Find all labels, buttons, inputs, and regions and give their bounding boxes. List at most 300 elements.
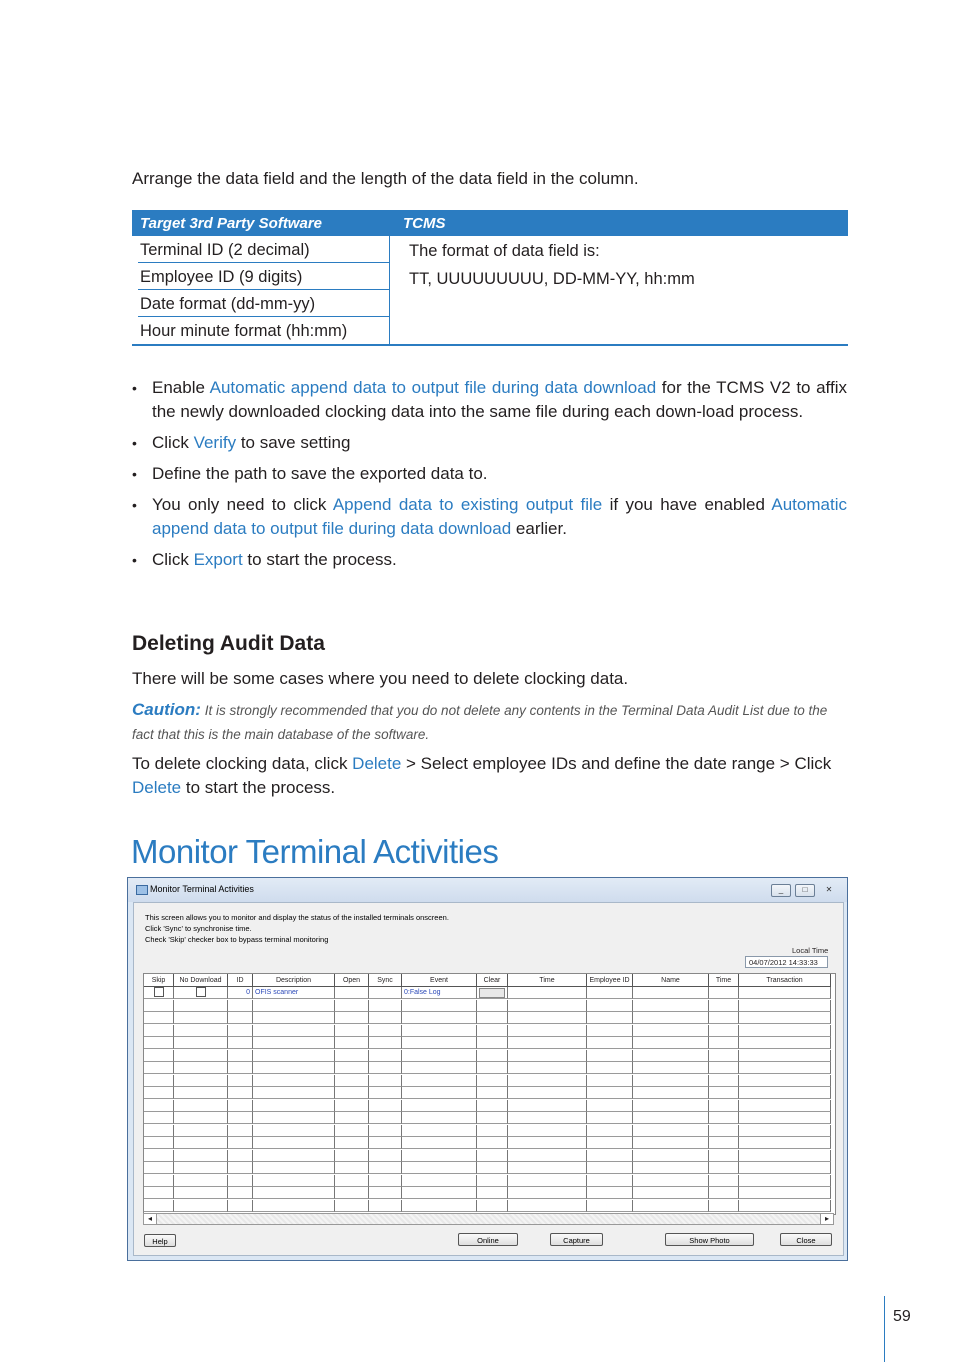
- table-cell: [228, 1087, 253, 1099]
- table-row[interactable]: [144, 1100, 831, 1112]
- no-download-checkbox[interactable]: [196, 987, 206, 997]
- table-cell: [508, 1137, 587, 1149]
- table-cell: [335, 1125, 369, 1137]
- table-cell: [739, 1000, 831, 1012]
- table-cell: [253, 1087, 335, 1099]
- append-existing-link[interactable]: Append data to existing output file: [332, 495, 603, 514]
- table-cell[interactable]: [144, 1187, 174, 1199]
- table-cell[interactable]: [477, 1150, 508, 1162]
- table-cell: OFIS scanner: [253, 987, 335, 999]
- spec-row-employee-id: Employee ID (9 digits): [138, 263, 389, 290]
- table-cell[interactable]: [174, 1087, 228, 1099]
- table-cell: [402, 1025, 477, 1037]
- table-cell: [253, 1100, 335, 1112]
- table-cell: [709, 1137, 739, 1149]
- column-header[interactable]: ID: [228, 974, 253, 987]
- spec-row-terminal-id: Terminal ID (2 decimal): [138, 236, 389, 263]
- table-cell[interactable]: [477, 1200, 508, 1212]
- table-cell: [335, 1187, 369, 1199]
- table-cell: [633, 1012, 709, 1024]
- table-cell: [587, 1012, 633, 1024]
- column-header[interactable]: Description: [253, 974, 335, 987]
- table-cell: [739, 1050, 831, 1062]
- table-cell: [253, 1000, 335, 1012]
- column-header[interactable]: Employee ID: [587, 974, 633, 987]
- table-cell: [402, 1087, 477, 1099]
- table-cell: [709, 1100, 739, 1112]
- table-row[interactable]: [144, 1050, 831, 1062]
- local-time-field: 04/07/2012 14:33:33: [745, 956, 828, 968]
- list-item: • Define the path to save the exported data to.: [132, 462, 847, 486]
- list-item: • Click Export to start the process.: [132, 548, 847, 572]
- table-cell: [253, 1162, 335, 1174]
- table-cell[interactable]: [174, 1187, 228, 1199]
- table-cell: [587, 1025, 633, 1037]
- table-cell: [369, 1112, 402, 1124]
- table-cell: [402, 1000, 477, 1012]
- maximize-button[interactable]: □: [795, 884, 815, 897]
- table-cell: [402, 1175, 477, 1187]
- table-cell: [402, 1012, 477, 1024]
- table-cell[interactable]: [477, 1000, 508, 1012]
- table-cell: [633, 1087, 709, 1099]
- page-margin-rule: [884, 1296, 885, 1362]
- table-cell: [709, 1037, 739, 1049]
- table-cell[interactable]: [477, 1137, 508, 1149]
- table-cell: [253, 1137, 335, 1149]
- column-header[interactable]: Time: [709, 974, 739, 987]
- table-cell: [253, 1150, 335, 1162]
- table-cell: [402, 1150, 477, 1162]
- table-cell[interactable]: [174, 1037, 228, 1049]
- table-cell: [709, 1150, 739, 1162]
- table-row[interactable]: [144, 1125, 831, 1137]
- table-row[interactable]: [144, 1000, 831, 1012]
- table-cell[interactable]: [477, 987, 508, 999]
- table-cell: [709, 1125, 739, 1137]
- table-cell: [228, 1200, 253, 1212]
- table-cell[interactable]: [144, 1137, 174, 1149]
- column-header[interactable]: Clear: [477, 974, 508, 987]
- table-cell: [508, 1037, 587, 1049]
- table-cell: [633, 987, 709, 999]
- table-cell: [633, 1000, 709, 1012]
- table-cell: [402, 1200, 477, 1212]
- table-row[interactable]: [144, 987, 831, 999]
- table-cell: [587, 1000, 633, 1012]
- table-cell: [739, 1112, 831, 1124]
- scroll-right-icon[interactable]: ▸: [820, 1214, 833, 1224]
- table-cell[interactable]: [477, 1025, 508, 1037]
- table-cell: [228, 1162, 253, 1174]
- table-cell: [739, 1125, 831, 1137]
- table-row[interactable]: [144, 1025, 831, 1037]
- column-header[interactable]: Skip: [144, 974, 174, 987]
- table-cell: [709, 1200, 739, 1212]
- delete-link[interactable]: Delete: [352, 754, 402, 773]
- caution-note: Caution: It is strongly recommended that you do not delete any contents in the Terminal Data Audit List due to the fact that this is the main database of the software.: [132, 700, 828, 742]
- help-button[interactable]: Help: [144, 1234, 176, 1247]
- minimize-button[interactable]: _: [771, 884, 791, 897]
- table-cell[interactable]: [144, 1025, 174, 1037]
- table-cell: [228, 1137, 253, 1149]
- table-cell: [587, 1175, 633, 1187]
- table-cell: [633, 1112, 709, 1124]
- table-cell[interactable]: [174, 1150, 228, 1162]
- table-cell: [335, 1137, 369, 1149]
- table-cell: [253, 1187, 335, 1199]
- instruction-list: [132, 376, 847, 579]
- table-row[interactable]: [144, 1150, 831, 1162]
- skip-checkbox[interactable]: [154, 987, 164, 997]
- table-cell: [709, 987, 739, 999]
- table-cell: [369, 1012, 402, 1024]
- table-cell: [228, 1125, 253, 1137]
- table-cell: [402, 1075, 477, 1087]
- table-row[interactable]: [144, 1162, 831, 1174]
- table-cell[interactable]: [144, 1150, 174, 1162]
- table-cell: [587, 1137, 633, 1149]
- verify-link[interactable]: Verify: [193, 433, 237, 452]
- table-cell: [369, 1137, 402, 1149]
- table-cell: [335, 987, 369, 999]
- table-cell: [508, 1062, 587, 1074]
- horizontal-scrollbar[interactable]: [143, 1213, 834, 1225]
- table-cell: [335, 1100, 369, 1112]
- spec-header-right: TCMS: [403, 215, 446, 232]
- table-cell[interactable]: [174, 1012, 228, 1024]
- table-cell[interactable]: [144, 1050, 174, 1062]
- table-cell: [228, 1025, 253, 1037]
- table-cell[interactable]: [477, 1125, 508, 1137]
- column-header[interactable]: No Download: [174, 974, 228, 987]
- table-cell: [369, 1200, 402, 1212]
- table-cell: [508, 1050, 587, 1062]
- table-cell[interactable]: [174, 1137, 228, 1149]
- table-cell: [228, 1112, 253, 1124]
- table-cell: [369, 1062, 402, 1074]
- window-title: Monitor Terminal Activities: [150, 884, 254, 894]
- table-cell: [587, 1062, 633, 1074]
- table-cell: [508, 1125, 587, 1137]
- spec-format-label: The format of data field is:: [409, 242, 600, 260]
- column-header[interactable]: Event: [402, 974, 477, 987]
- table-cell: [228, 1000, 253, 1012]
- table-cell: [508, 1200, 587, 1212]
- table-cell: [335, 1062, 369, 1074]
- table-cell: [709, 1012, 739, 1024]
- table-cell: [369, 1087, 402, 1099]
- table-cell: [369, 1150, 402, 1162]
- close-button[interactable]: Close: [780, 1233, 832, 1246]
- table-cell: [335, 1050, 369, 1062]
- table-cell: [587, 1037, 633, 1049]
- column-header[interactable]: Sync: [369, 974, 402, 987]
- table-cell[interactable]: [144, 1075, 174, 1087]
- table-cell: [402, 1050, 477, 1062]
- monitor-window: [127, 877, 848, 1261]
- table-cell: [369, 1187, 402, 1199]
- table-cell: [709, 1162, 739, 1174]
- table-cell: [402, 1037, 477, 1049]
- table-cell: [587, 1075, 633, 1087]
- table-cell: [633, 1100, 709, 1112]
- table-cell: [335, 1012, 369, 1024]
- table-cell: [335, 1200, 369, 1212]
- table-cell: [335, 1087, 369, 1099]
- table-cell: [508, 1150, 587, 1162]
- table-row[interactable]: [144, 1200, 831, 1212]
- table-cell: [633, 1125, 709, 1137]
- table-cell: [508, 1025, 587, 1037]
- table-cell: [402, 1187, 477, 1199]
- table-cell: [739, 1012, 831, 1024]
- table-cell: [228, 1037, 253, 1049]
- table-row[interactable]: [144, 1075, 831, 1087]
- table-cell[interactable]: [144, 1112, 174, 1124]
- table-cell: [402, 1137, 477, 1149]
- window-titlebar[interactable]: [128, 878, 847, 902]
- table-cell: [402, 1062, 477, 1074]
- table-cell: [508, 1012, 587, 1024]
- table-cell: [253, 1025, 335, 1037]
- table-cell[interactable]: [477, 1012, 508, 1024]
- terminal-grid: [143, 973, 836, 1215]
- table-cell[interactable]: [174, 1075, 228, 1087]
- table-cell[interactable]: [477, 1087, 508, 1099]
- online-button[interactable]: Online: [458, 1233, 518, 1246]
- table-cell: 0:False Log: [402, 987, 477, 999]
- table-cell: [633, 1025, 709, 1037]
- table-row[interactable]: [144, 1062, 831, 1074]
- table-cell: [369, 1175, 402, 1187]
- column-header[interactable]: Time: [508, 974, 587, 987]
- table-cell: [335, 1037, 369, 1049]
- table-cell: [369, 1000, 402, 1012]
- table-cell: [253, 1050, 335, 1062]
- table-cell: [709, 1087, 739, 1099]
- table-cell: [587, 1050, 633, 1062]
- table-cell: [587, 1125, 633, 1137]
- table-cell: [508, 1162, 587, 1174]
- table-row[interactable]: [144, 1187, 831, 1199]
- table-cell: [228, 1062, 253, 1074]
- app-icon: [136, 885, 148, 895]
- table-cell: [633, 1037, 709, 1049]
- table-cell: [587, 1200, 633, 1212]
- table-row[interactable]: [144, 1112, 831, 1124]
- section-title: Monitor Terminal Activities: [131, 833, 499, 870]
- table-cell: [709, 1050, 739, 1062]
- local-time-label: Local Time: [792, 946, 829, 955]
- spec-row-hour-format: Hour minute format (hh:mm): [140, 322, 348, 340]
- window-instructions: This screen allows you to monitor and display the status of the installed terminals onscreen. Click 'Sync' to synchronise time. Check 'Skip' checker box to bypass terminal monitoring: [145, 913, 449, 944]
- table-cell: [335, 1175, 369, 1187]
- table-cell[interactable]: [144, 1012, 174, 1024]
- table-cell[interactable]: [144, 1037, 174, 1049]
- show-photo-button[interactable]: Show Photo: [665, 1233, 754, 1246]
- table-cell[interactable]: [174, 1162, 228, 1174]
- column-header[interactable]: Open: [335, 974, 369, 987]
- table-cell: [587, 1187, 633, 1199]
- table-cell: [739, 1200, 831, 1212]
- table-cell: [369, 1037, 402, 1049]
- spec-row-date-format: Date format (dd-mm-yy): [138, 290, 389, 317]
- table-cell: [402, 1112, 477, 1124]
- table-cell: [709, 1075, 739, 1087]
- table-cell: [508, 1087, 587, 1099]
- table-cell[interactable]: [144, 1100, 174, 1112]
- table-cell: [739, 1075, 831, 1087]
- table-cell: [587, 1087, 633, 1099]
- audit-paragraph: There will be some cases where you need to delete clocking data.: [132, 669, 629, 688]
- table-cell: [709, 1000, 739, 1012]
- table-cell[interactable]: [174, 1175, 228, 1187]
- table-cell: [335, 1162, 369, 1174]
- table-cell[interactable]: [477, 1187, 508, 1199]
- table-cell: [508, 1075, 587, 1087]
- audit-heading: Deleting Audit Data: [132, 632, 325, 655]
- table-cell: [228, 1050, 253, 1062]
- table-cell: [709, 1112, 739, 1124]
- table-cell: [739, 1062, 831, 1074]
- capture-button[interactable]: Capture: [550, 1233, 603, 1246]
- list-item: • You only need to click Append data to existing output file if you have enabled Automatic append data to output file during data download earlier.: [132, 493, 847, 541]
- table-row[interactable]: [144, 1012, 831, 1024]
- table-cell[interactable]: [477, 1162, 508, 1174]
- table-cell: [633, 1200, 709, 1212]
- table-cell[interactable]: [174, 1112, 228, 1124]
- table-cell: 0: [228, 987, 253, 999]
- table-cell: [709, 1025, 739, 1037]
- table-cell[interactable]: [174, 1050, 228, 1062]
- table-cell[interactable]: [477, 1175, 508, 1187]
- spec-table: [132, 210, 848, 346]
- table-cell[interactable]: [144, 987, 174, 999]
- table-cell: [709, 1062, 739, 1074]
- table-cell: [587, 1162, 633, 1174]
- column-header[interactable]: Transaction: [739, 974, 831, 987]
- table-cell: [369, 1162, 402, 1174]
- table-cell[interactable]: [144, 1000, 174, 1012]
- table-cell: [508, 1112, 587, 1124]
- table-row[interactable]: [144, 1137, 831, 1149]
- table-cell: [369, 1100, 402, 1112]
- table-cell: [508, 987, 587, 999]
- spec-table-header: [132, 210, 848, 236]
- table-cell: [739, 1162, 831, 1174]
- export-link[interactable]: Export: [193, 550, 243, 569]
- table-cell: [709, 1175, 739, 1187]
- table-cell: [709, 1187, 739, 1199]
- table-cell[interactable]: [144, 1200, 174, 1212]
- table-cell: [739, 1025, 831, 1037]
- table-cell: [369, 987, 402, 999]
- table-cell: [369, 1075, 402, 1087]
- table-cell: [335, 1000, 369, 1012]
- table-cell[interactable]: [477, 1112, 508, 1124]
- table-cell: [253, 1037, 335, 1049]
- page-number: 59: [893, 1308, 911, 1325]
- table-row[interactable]: [144, 1037, 831, 1049]
- delete-link-2[interactable]: Delete: [132, 778, 182, 797]
- scroll-left-icon[interactable]: ◂: [144, 1214, 157, 1224]
- delete-instruction: To delete clocking data, click Delete > Select employee IDs and define the date range > Click Delete to start the process.: [132, 754, 832, 797]
- intro-text: Arrange the data field and the length of the data field in the column.: [132, 169, 639, 188]
- table-cell[interactable]: [174, 1100, 228, 1112]
- table-cell[interactable]: [144, 1087, 174, 1099]
- table-cell[interactable]: [144, 1162, 174, 1174]
- table-row[interactable]: [144, 1087, 831, 1099]
- table-cell: [633, 1175, 709, 1187]
- table-cell: [402, 1100, 477, 1112]
- column-header[interactable]: Name: [633, 974, 709, 987]
- table-cell: [335, 1075, 369, 1087]
- table-cell[interactable]: [174, 1125, 228, 1137]
- table-cell: [402, 1162, 477, 1174]
- table-cell: [633, 1150, 709, 1162]
- table-cell: [369, 1050, 402, 1062]
- table-cell[interactable]: [144, 1125, 174, 1137]
- table-cell: [253, 1200, 335, 1212]
- table-cell: [739, 1037, 831, 1049]
- clear-button[interactable]: [479, 988, 505, 998]
- table-cell: [253, 1112, 335, 1124]
- table-cell: [739, 1087, 831, 1099]
- table-cell: [402, 1125, 477, 1137]
- table-cell[interactable]: [477, 1075, 508, 1087]
- table-cell[interactable]: [477, 1050, 508, 1062]
- table-cell: [228, 1187, 253, 1199]
- table-cell: [508, 1175, 587, 1187]
- table-cell: [739, 1187, 831, 1199]
- auto-append-link-2[interactable]: Automatic append data to output file during data download: [152, 495, 847, 538]
- table-cell: [633, 1062, 709, 1074]
- table-cell: [335, 1025, 369, 1037]
- table-cell[interactable]: [174, 1025, 228, 1037]
- table-cell: [587, 987, 633, 999]
- table-cell[interactable]: [477, 1062, 508, 1074]
- table-cell: [335, 1150, 369, 1162]
- table-row[interactable]: [144, 1175, 831, 1187]
- table-cell: [253, 1012, 335, 1024]
- table-cell: [253, 1062, 335, 1074]
- table-cell[interactable]: [174, 1200, 228, 1212]
- spec-header-left: Target 3rd Party Software: [140, 215, 322, 232]
- auto-append-link[interactable]: Automatic append data to output file during data download: [209, 378, 657, 397]
- table-cell: [335, 1112, 369, 1124]
- list-item: • Enable Automatic append data to output file during data download for the TCMS V2 to affix the newly downloaded clocking data into the same file during each down-load process.: [132, 376, 847, 424]
- table-cell: [739, 987, 831, 999]
- table-cell[interactable]: [477, 1100, 508, 1112]
- table-cell[interactable]: [144, 1175, 174, 1187]
- table-cell[interactable]: [174, 987, 228, 999]
- table-cell: [228, 1175, 253, 1187]
- table-cell: [508, 1100, 587, 1112]
- table-cell[interactable]: [174, 1062, 228, 1074]
- table-cell: [228, 1075, 253, 1087]
- table-cell[interactable]: [174, 1000, 228, 1012]
- close-window-button[interactable]: ✕: [825, 885, 833, 894]
- table-cell[interactable]: [144, 1062, 174, 1074]
- table-cell: [369, 1025, 402, 1037]
- table-cell: [739, 1100, 831, 1112]
- table-cell[interactable]: [477, 1037, 508, 1049]
- table-cell: [587, 1150, 633, 1162]
- table-cell: [739, 1175, 831, 1187]
- table-cell: [228, 1012, 253, 1024]
- table-cell: [587, 1100, 633, 1112]
